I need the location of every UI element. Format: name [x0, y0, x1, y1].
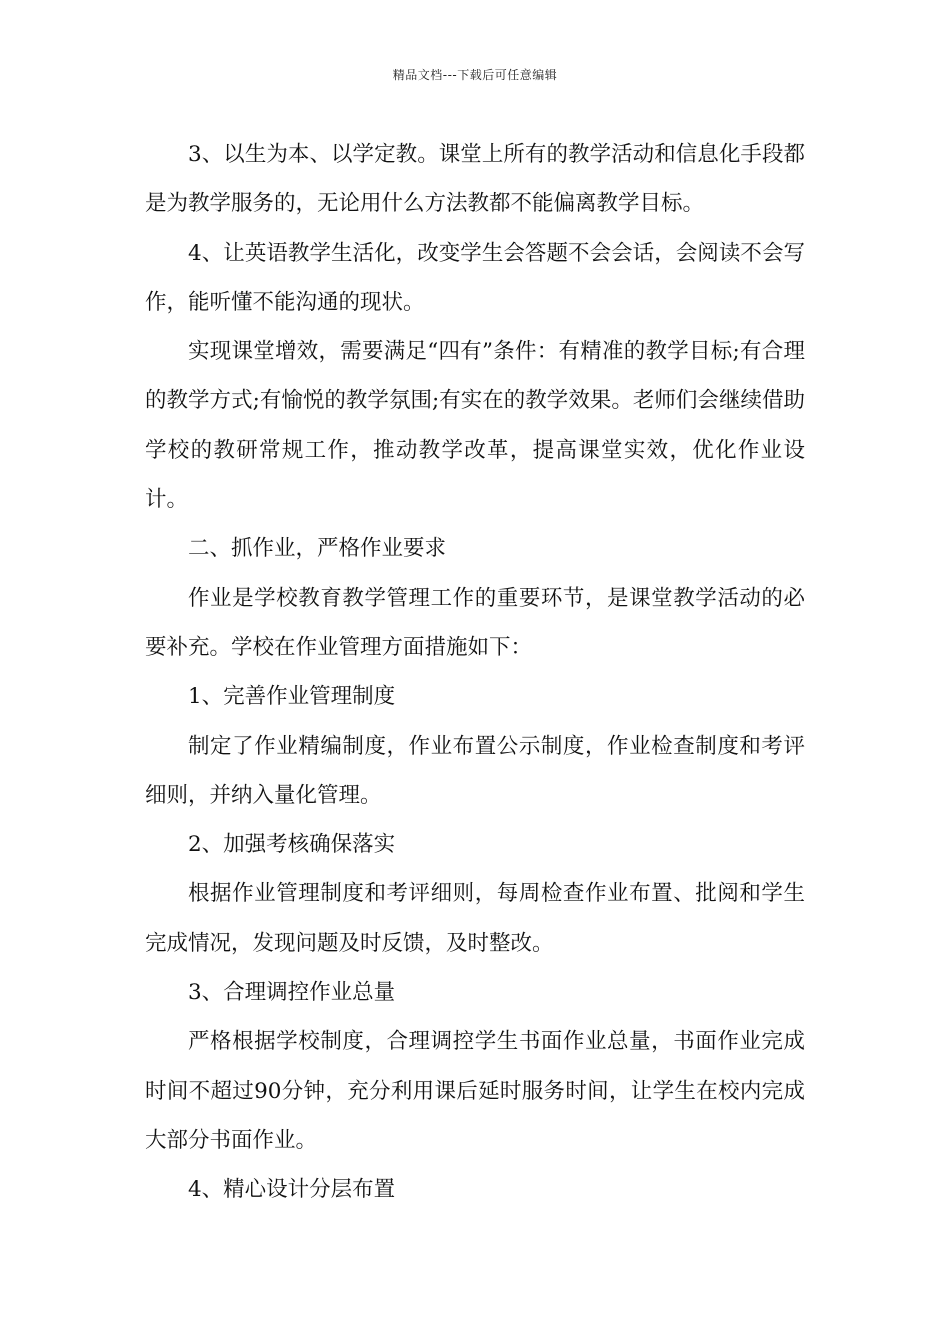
subheading-assessment: 2、加强考核确保落实 — [188, 832, 396, 858]
paragraph-workload: 严格根据学校制度，合理调控学生书面作业总量，书面作业完成时间不超过90分钟，充分利用课后延时服务时间，让学生在校内完成大部分书面作业。 — [145, 1029, 805, 1153]
paragraph-four-conditions: 实现课堂增效，需要满足“四有”条件：有精准的教学目标;有合理的教学方式;有愉悦的教学氛围;有实在的教学效果。老师们会继续借助学校的教研常规工作，推动教学改革，提高课堂实效，优化作业设计。 — [145, 339, 805, 513]
subheading-layered-design: 4、精心设计分层布置 — [188, 1177, 396, 1203]
paragraph-homework-intro: 作业是学校教育教学管理工作的重要环节，是课堂教学活动的必要补充。学校在作业管理方面措施如下： — [145, 585, 805, 660]
section-heading-homework: 二、抓作业，严格作业要求 — [188, 536, 447, 562]
subheading-workload: 3、合理调控作业总量 — [188, 980, 396, 1006]
subheading-management-system: 1、完善作业管理制度 — [188, 684, 396, 710]
page-header: 精品文档---下载后可任意编辑 — [392, 68, 558, 82]
paragraph-assessment: 根据作业管理制度和考评细则，每周检查作业布置、批阅和学生完成情况，发现问题及时反馈，及时整改。 — [145, 881, 805, 956]
paragraph-student-centered: 3、以生为本、以学定教。课堂上所有的教学活动和信息化手段都是为教学服务的，无论用什么方法教都不能偏离教学目标。 — [145, 142, 805, 217]
paragraph-english-teaching: 4、让英语教学生活化，改变学生会答题不会会话，会阅读不会写作，能听懂不能沟通的现状。 — [145, 240, 805, 315]
document-body — [145, 130, 805, 1215]
paragraph-management-system: 制定了作业精编制度，作业布置公示制度，作业检查制度和考评细则，并纳入量化管理。 — [145, 733, 805, 808]
